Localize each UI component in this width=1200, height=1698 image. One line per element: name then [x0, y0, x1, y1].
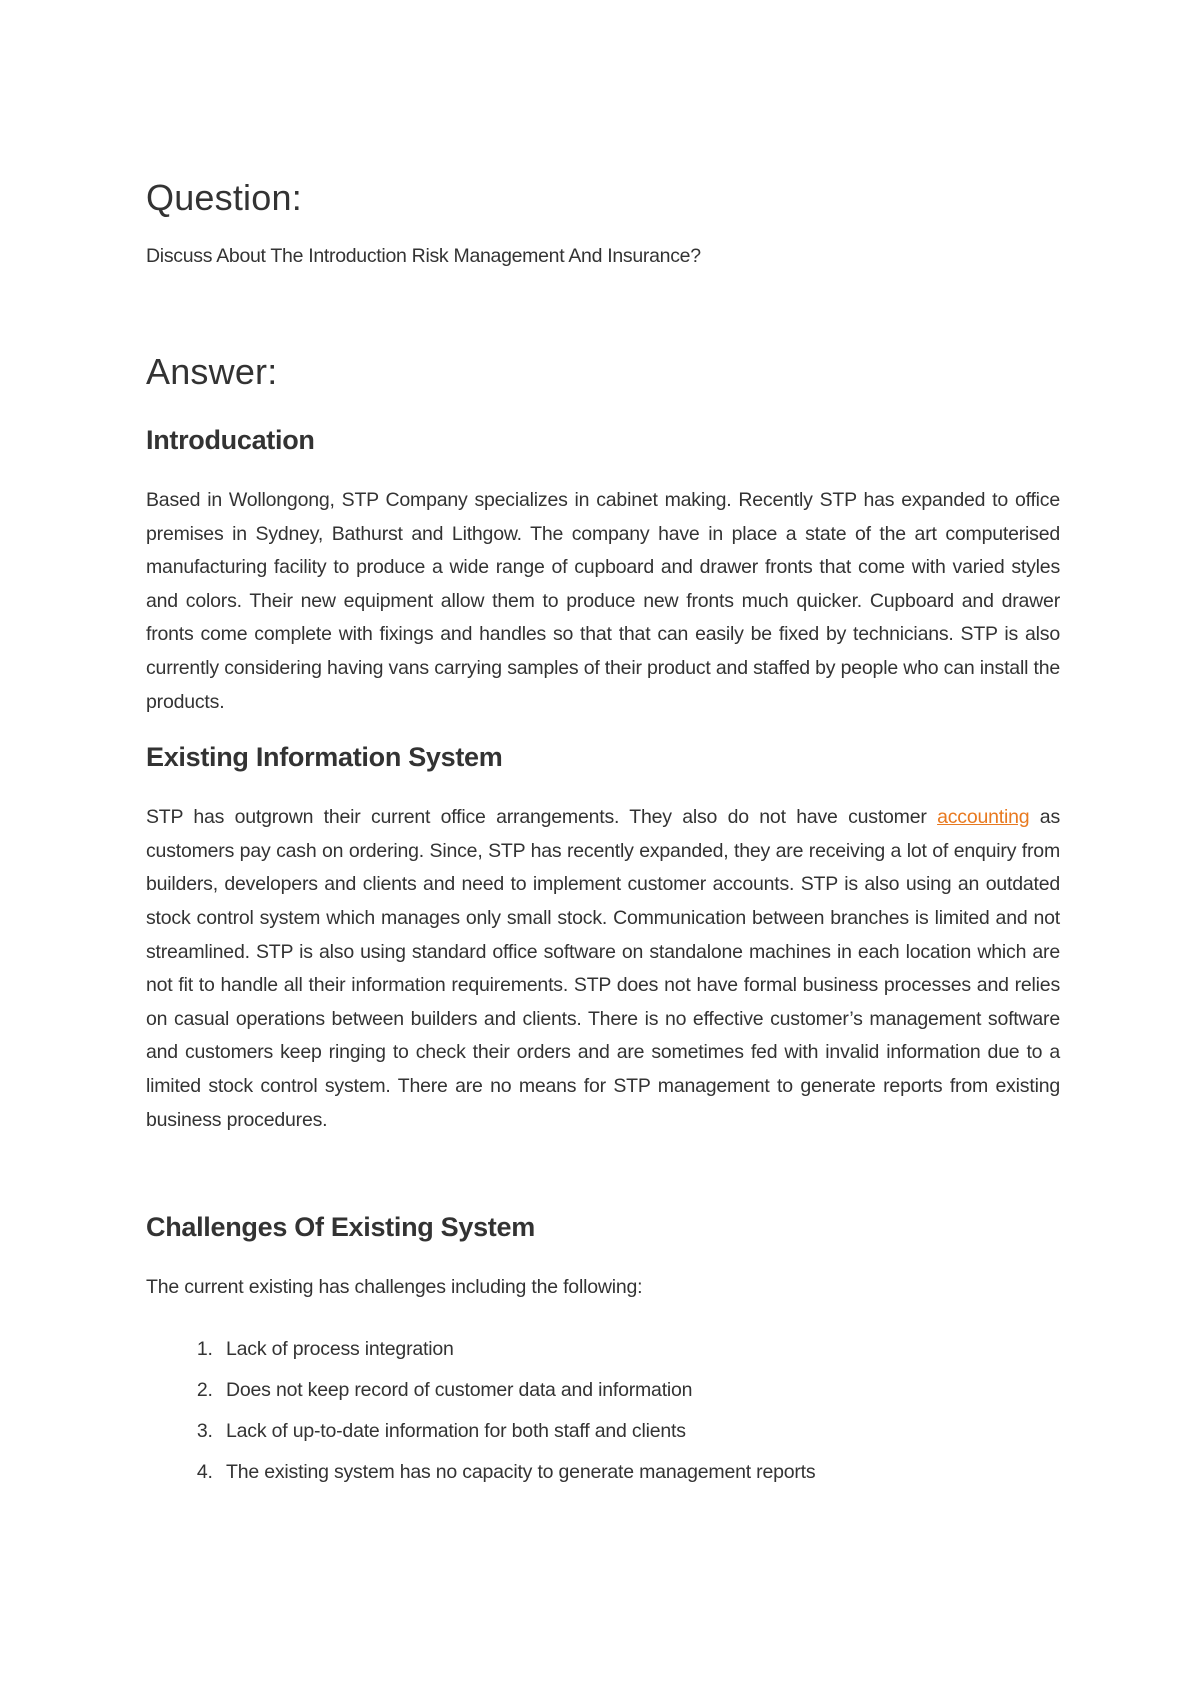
challenges-lead: The current existing has challenges including the following:	[146, 1276, 643, 1299]
question-text: Discuss About The Introduction Risk Management And Insurance?	[146, 245, 701, 267]
answer-heading: Answer:	[146, 351, 278, 392]
introduction-heading: Introducation	[146, 425, 315, 455]
existing-system-paragraph	[146, 801, 1060, 1137]
existing-system-heading: Existing Information System	[146, 742, 503, 773]
list-item: 3. Lack of up-to-date information for both staff and clients	[218, 1411, 1060, 1452]
question-heading: Question:	[146, 177, 302, 218]
existing-system-text-start: STP has outgrown their current office arrangements. They also do not have customer	[146, 806, 938, 829]
document-page	[146, 170, 1060, 1493]
introduction-paragraph: Based in Wollongong, STP Company specializes in cabinet making. Recently STP has expanded to office premises in Sydney, Bathurst and Lithgow. The company have in place a state of the art computerised manufacturing facility to produce a wide range of cupboard and drawer fronts that come with varied styles and colors. Their new equipment allow them to produce new fronts much quicker. Cupboard and drawer fronts come complete with fixings and handles so that that can easily be fixed by technicians. STP is also currently considering having vans carrying samples of their product and staffed by people who can install the products.	[146, 489, 1060, 713]
list-item: 2. Does not keep record of customer data and information	[218, 1370, 1060, 1411]
challenges-list	[146, 1329, 1060, 1493]
challenges-heading: Challenges Of Existing System	[146, 1212, 535, 1243]
existing-system-text-end: as customers pay cash on ordering. Since, STP has recently expanded, they are receiving a lot of enquiry from builders, developers and clients and need to implement customer accounts. STP is also using an outdated stock control system which manages only small stock. Communication between branches is limited and not streamlined. STP is also using standard office software on standalone machines in each location which are not fit to handle all their information requirements. STP does not have formal business processes and relies on casual operations between builders and clients. There is no effective customer’s management software and customers keep ringing to check their orders and are sometimes fed with invalid information due to a limited stock control system. There are no means for STP management to generate reports from existing business procedures.	[146, 806, 1060, 1131]
accounting-link[interactable]: accounting	[937, 806, 1030, 829]
list-item: 1. Lack of process integration	[218, 1329, 1060, 1370]
list-item: 4. The existing system has no capacity to generate management reports	[218, 1452, 1060, 1493]
